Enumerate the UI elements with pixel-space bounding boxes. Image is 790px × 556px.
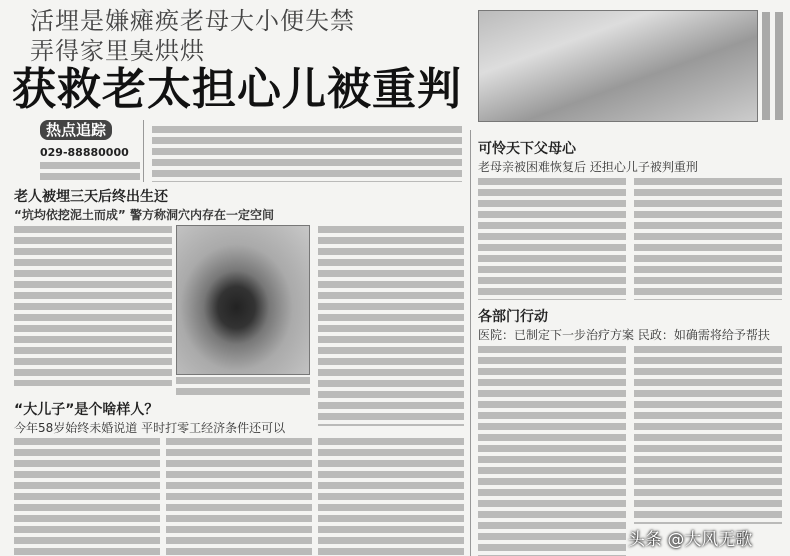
departments-subtitle: 医院：已制定下一步治疗方案 民政：如确需将给予帮扶 <box>478 328 770 342</box>
hotline-box <box>40 120 140 184</box>
main-headline: 获救老太担心儿被重判 <box>12 64 462 115</box>
pit-photo-caption <box>176 377 310 395</box>
hotline-phone: 029-88880000 <box>40 146 129 159</box>
rescue-subtitle: “坑均依挖泥土而成” 警方称洞穴内存在一定空间 <box>14 208 274 222</box>
parents-subtitle: 老母亲被困难恢复后 还担心儿子被判重刑 <box>478 160 698 174</box>
rescue-title: 老人被埋三天后终出生还 <box>14 189 168 205</box>
intro-paragraph <box>152 126 462 182</box>
hospital-photo <box>478 10 758 122</box>
headline-line1: 活埋是嫌瘫痪老母大小便失禁 <box>30 7 355 35</box>
parents-title: 可怜天下父母心 <box>478 141 576 157</box>
watermark: 头条 @大风无歌 <box>628 530 753 550</box>
hotline-tag: 热点追踪 <box>40 120 112 140</box>
headline-line2: 弄得家里臭烘烘 <box>30 37 205 65</box>
son-title: “大儿子”是个啥样人？ <box>14 402 159 418</box>
photo-caption <box>762 12 786 120</box>
departments-title: 各部门行动 <box>478 309 548 325</box>
son-subtitle: 今年58岁始终未婚说道 平时打零工经济条件还可以 <box>14 421 286 435</box>
pit-photo <box>176 225 310 375</box>
